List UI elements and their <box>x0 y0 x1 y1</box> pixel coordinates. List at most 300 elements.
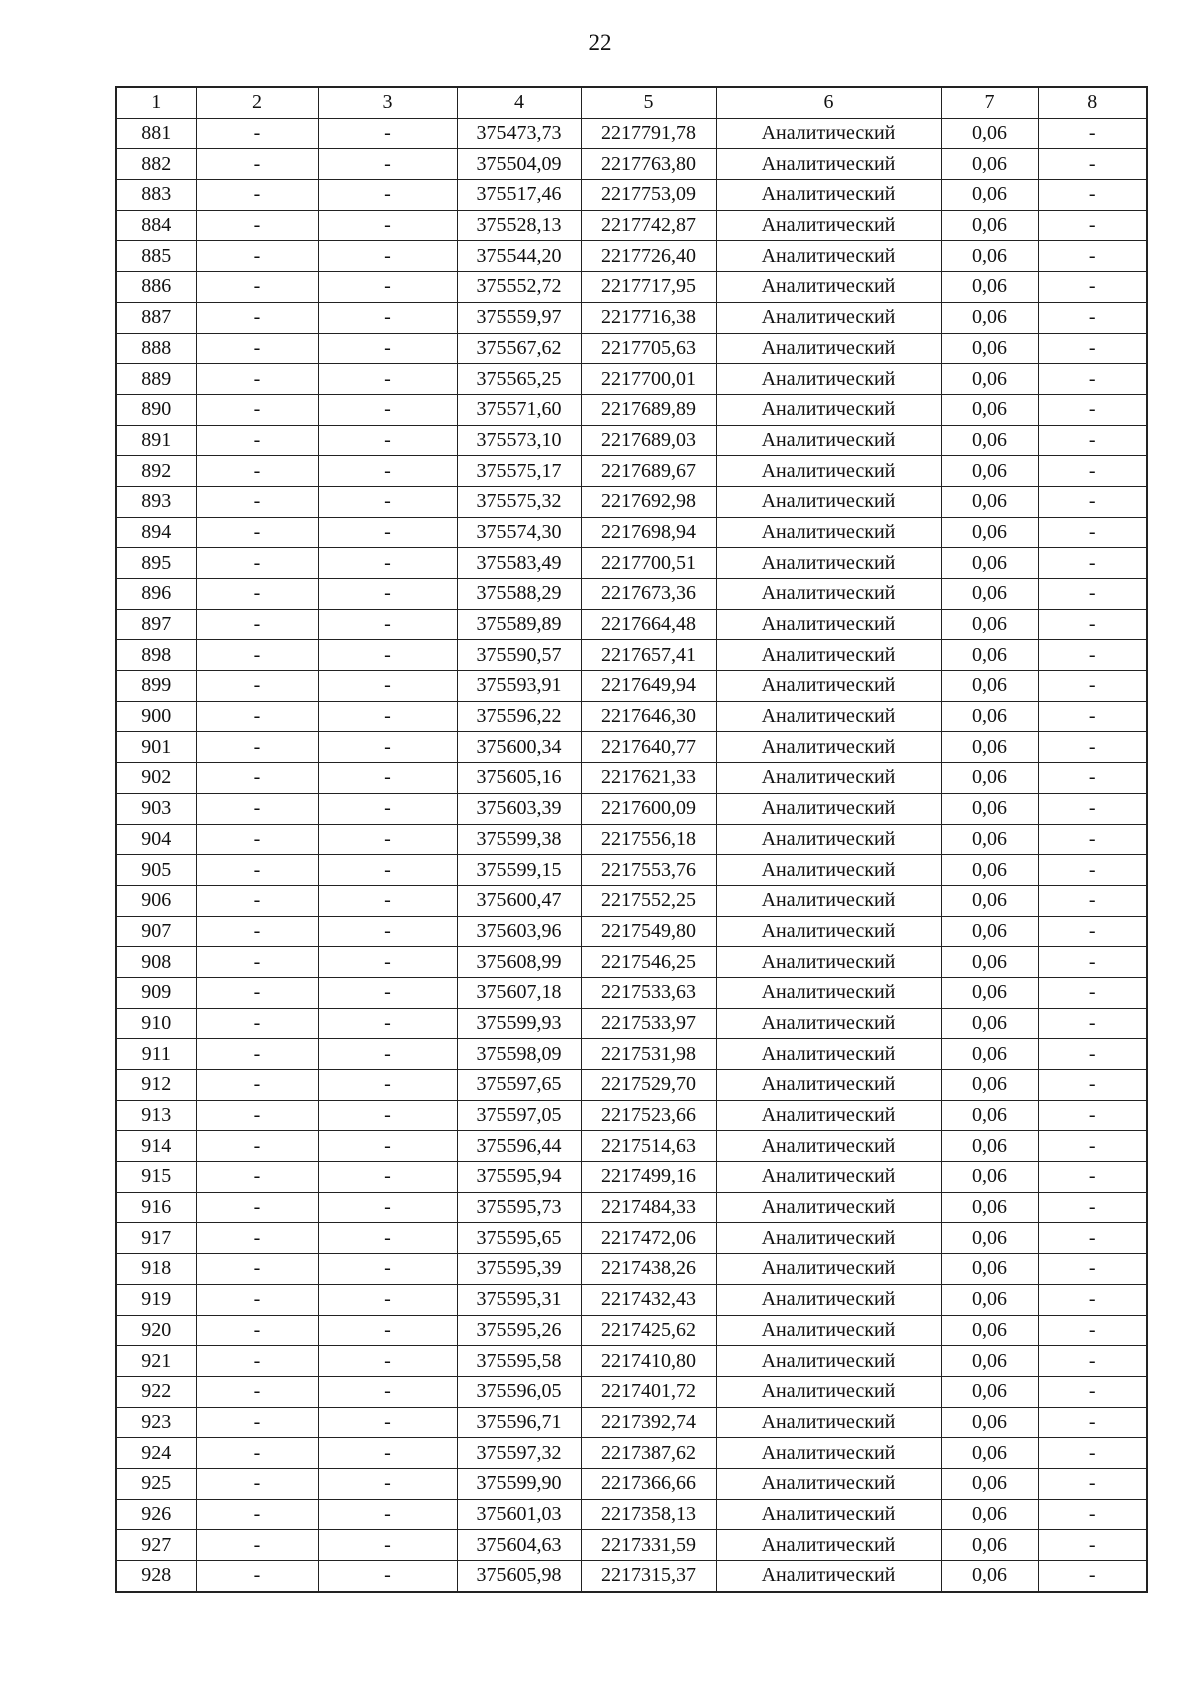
table-cell-col-2: - <box>196 456 318 487</box>
table-cell-col-2: - <box>196 1008 318 1039</box>
table-cell-col-5: 2217401,72 <box>581 1376 716 1407</box>
table-row <box>116 824 1147 855</box>
table-cell-col-5: 2217649,94 <box>581 671 716 702</box>
table-cell-col-2: - <box>196 210 318 241</box>
table-cell-col-3: - <box>318 1070 457 1101</box>
table-cell-col-6: Аналитический <box>716 1254 941 1285</box>
table-cell-col-6: Аналитический <box>716 763 941 794</box>
table-cell-col-5: 2217657,41 <box>581 640 716 671</box>
table-cell-col-8: - <box>1038 701 1147 732</box>
table-cell-col-8: - <box>1038 1407 1147 1438</box>
table-cell-col-4: 375583,49 <box>457 548 581 579</box>
table-cell-col-3: - <box>318 272 457 303</box>
table-cell-col-1: 907 <box>116 916 196 947</box>
table-cell-col-8: - <box>1038 394 1147 425</box>
table-cell-col-4: 375595,39 <box>457 1254 581 1285</box>
table-row <box>116 333 1147 364</box>
table-row <box>116 793 1147 824</box>
table-cell-col-2: - <box>196 671 318 702</box>
table-cell-col-3: - <box>318 302 457 333</box>
table-cell-col-6: Аналитический <box>716 579 941 610</box>
table-cell-col-1: 918 <box>116 1254 196 1285</box>
table-row <box>116 1315 1147 1346</box>
table-row <box>116 1070 1147 1101</box>
table-cell-col-2: - <box>196 609 318 640</box>
table-cell-col-5: 2217717,95 <box>581 272 716 303</box>
table-cell-col-5: 2217640,77 <box>581 732 716 763</box>
table-cell-col-7: 0,06 <box>941 1561 1038 1592</box>
table-row <box>116 1499 1147 1530</box>
table-cell-col-1: 924 <box>116 1438 196 1469</box>
table-cell-col-7: 0,06 <box>941 333 1038 364</box>
table-cell-col-6: Аналитический <box>716 548 941 579</box>
table-cell-col-3: - <box>318 947 457 978</box>
table-cell-col-2: - <box>196 1468 318 1499</box>
table-cell-col-4: 375600,47 <box>457 885 581 916</box>
table-cell-col-2: - <box>196 486 318 517</box>
table-cell-col-7: 0,06 <box>941 824 1038 855</box>
table-cell-col-3: - <box>318 425 457 456</box>
table-cell-col-4: 375599,15 <box>457 855 581 886</box>
table-body <box>116 118 1147 1592</box>
table-cell-col-5: 2217531,98 <box>581 1039 716 1070</box>
table-cell-col-6: Аналитический <box>716 1008 941 1039</box>
table-cell-col-4: 375595,65 <box>457 1223 581 1254</box>
table-cell-col-5: 2217689,03 <box>581 425 716 456</box>
table-cell-col-3: - <box>318 1039 457 1070</box>
table-cell-col-5: 2217438,26 <box>581 1254 716 1285</box>
table-cell-col-4: 375588,29 <box>457 579 581 610</box>
table-cell-col-2: - <box>196 1162 318 1193</box>
table-cell-col-6: Аналитический <box>716 701 941 732</box>
table-cell-col-6: Аналитический <box>716 1499 941 1530</box>
table-cell-col-2: - <box>196 1376 318 1407</box>
table-cell-col-8: - <box>1038 640 1147 671</box>
table-cell-col-3: - <box>318 364 457 395</box>
table-cell-col-7: 0,06 <box>941 1438 1038 1469</box>
table-cell-col-7: 0,06 <box>941 1100 1038 1131</box>
table-cell-col-7: 0,06 <box>941 1039 1038 1070</box>
table-cell-col-7: 0,06 <box>941 1192 1038 1223</box>
table-row <box>116 916 1147 947</box>
table-cell-col-6: Аналитический <box>716 394 941 425</box>
table-cell-col-7: 0,06 <box>941 1223 1038 1254</box>
table-cell-col-2: - <box>196 640 318 671</box>
table-row <box>116 763 1147 794</box>
table-row <box>116 1438 1147 1469</box>
table-cell-col-5: 2217726,40 <box>581 241 716 272</box>
table-cell-col-2: - <box>196 1438 318 1469</box>
table-cell-col-2: - <box>196 548 318 579</box>
table-cell-col-5: 2217716,38 <box>581 302 716 333</box>
table-cell-col-1: 909 <box>116 977 196 1008</box>
column-header-5: 5 <box>581 87 716 118</box>
table-cell-col-7: 0,06 <box>941 517 1038 548</box>
table-cell-col-2: - <box>196 1254 318 1285</box>
table-cell-col-6: Аналитический <box>716 272 941 303</box>
table-cell-col-2: - <box>196 1223 318 1254</box>
table-row <box>116 947 1147 978</box>
table-cell-col-4: 375603,39 <box>457 793 581 824</box>
table-cell-col-5: 2217600,09 <box>581 793 716 824</box>
table-cell-col-8: - <box>1038 210 1147 241</box>
table-cell-col-5: 2217392,74 <box>581 1407 716 1438</box>
table-header-row <box>116 87 1147 118</box>
table-cell-col-1: 904 <box>116 824 196 855</box>
table-cell-col-4: 375544,20 <box>457 241 581 272</box>
table-cell-col-8: - <box>1038 609 1147 640</box>
table-cell-col-1: 902 <box>116 763 196 794</box>
table-cell-col-8: - <box>1038 241 1147 272</box>
table-cell-col-7: 0,06 <box>941 1499 1038 1530</box>
table-cell-col-4: 375528,13 <box>457 210 581 241</box>
table-cell-col-7: 0,06 <box>941 609 1038 640</box>
table-cell-col-6: Аналитический <box>716 1530 941 1561</box>
table-cell-col-6: Аналитический <box>716 1376 941 1407</box>
table-cell-col-5: 2217742,87 <box>581 210 716 241</box>
table-cell-col-4: 375595,26 <box>457 1315 581 1346</box>
table-cell-col-8: - <box>1038 947 1147 978</box>
table-cell-col-8: - <box>1038 1561 1147 1592</box>
table-row <box>116 671 1147 702</box>
table-cell-col-6: Аналитический <box>716 671 941 702</box>
table-cell-col-5: 2217556,18 <box>581 824 716 855</box>
table-cell-col-7: 0,06 <box>941 1530 1038 1561</box>
table-cell-col-1: 898 <box>116 640 196 671</box>
table-cell-col-1: 911 <box>116 1039 196 1070</box>
table-cell-col-3: - <box>318 977 457 1008</box>
table-cell-col-8: - <box>1038 671 1147 702</box>
table-cell-col-3: - <box>318 548 457 579</box>
table-row <box>116 425 1147 456</box>
column-header-6: 6 <box>716 87 941 118</box>
table-cell-col-5: 2217791,78 <box>581 118 716 149</box>
table-cell-col-6: Аналитический <box>716 210 941 241</box>
table-row <box>116 1223 1147 1254</box>
table-cell-col-2: - <box>196 180 318 211</box>
table-cell-col-8: - <box>1038 456 1147 487</box>
table-cell-col-2: - <box>196 302 318 333</box>
table-cell-col-1: 890 <box>116 394 196 425</box>
table-cell-col-2: - <box>196 517 318 548</box>
table-cell-col-5: 2217432,43 <box>581 1284 716 1315</box>
table-cell-col-8: - <box>1038 1499 1147 1530</box>
table-cell-col-2: - <box>196 394 318 425</box>
table-cell-col-6: Аналитический <box>716 1315 941 1346</box>
table-cell-col-7: 0,06 <box>941 149 1038 180</box>
table-cell-col-4: 375574,30 <box>457 517 581 548</box>
table-cell-col-8: - <box>1038 1192 1147 1223</box>
table-cell-col-5: 2217410,80 <box>581 1346 716 1377</box>
column-header-1: 1 <box>116 87 196 118</box>
table-cell-col-3: - <box>318 885 457 916</box>
table-cell-col-3: - <box>318 118 457 149</box>
table-cell-col-7: 0,06 <box>941 456 1038 487</box>
table-cell-col-4: 375595,58 <box>457 1346 581 1377</box>
table-cell-col-1: 926 <box>116 1499 196 1530</box>
table-cell-col-7: 0,06 <box>941 640 1038 671</box>
table-cell-col-3: - <box>318 1499 457 1530</box>
table-cell-col-7: 0,06 <box>941 1131 1038 1162</box>
table-cell-col-1: 906 <box>116 885 196 916</box>
table-cell-col-3: - <box>318 210 457 241</box>
table-row <box>116 609 1147 640</box>
table-row <box>116 855 1147 886</box>
table-cell-col-8: - <box>1038 1008 1147 1039</box>
table-cell-col-5: 2217514,63 <box>581 1131 716 1162</box>
table-cell-col-7: 0,06 <box>941 977 1038 1008</box>
table-cell-col-4: 375567,62 <box>457 333 581 364</box>
table-cell-col-8: - <box>1038 1162 1147 1193</box>
table-cell-col-1: 922 <box>116 1376 196 1407</box>
table-cell-col-2: - <box>196 1346 318 1377</box>
table-cell-col-1: 900 <box>116 701 196 732</box>
table-cell-col-1: 927 <box>116 1530 196 1561</box>
table-cell-col-4: 375596,44 <box>457 1131 581 1162</box>
table-cell-col-2: - <box>196 793 318 824</box>
table-cell-col-6: Аналитический <box>716 425 941 456</box>
table-cell-col-4: 375608,99 <box>457 947 581 978</box>
table-cell-col-6: Аналитический <box>716 977 941 1008</box>
table-cell-col-7: 0,06 <box>941 118 1038 149</box>
table-cell-col-4: 375599,90 <box>457 1468 581 1499</box>
table-cell-col-5: 2217763,80 <box>581 149 716 180</box>
table-cell-col-4: 375598,09 <box>457 1039 581 1070</box>
table-cell-col-8: - <box>1038 548 1147 579</box>
table-cell-col-4: 375589,89 <box>457 609 581 640</box>
table-cell-col-8: - <box>1038 855 1147 886</box>
table-cell-col-2: - <box>196 916 318 947</box>
table-cell-col-6: Аналитический <box>716 1468 941 1499</box>
table-row <box>116 149 1147 180</box>
table-cell-col-5: 2217689,67 <box>581 456 716 487</box>
table-cell-col-3: - <box>318 609 457 640</box>
table-cell-col-2: - <box>196 1131 318 1162</box>
table-cell-col-5: 2217484,33 <box>581 1192 716 1223</box>
table-cell-col-1: 891 <box>116 425 196 456</box>
table-row <box>116 1131 1147 1162</box>
table-cell-col-5: 2217425,62 <box>581 1315 716 1346</box>
table-cell-col-2: - <box>196 1499 318 1530</box>
coordinates-table <box>115 86 1148 1593</box>
table-cell-col-5: 2217366,66 <box>581 1468 716 1499</box>
table-cell-col-1: 903 <box>116 793 196 824</box>
table-cell-col-5: 2217673,36 <box>581 579 716 610</box>
table-cell-col-8: - <box>1038 333 1147 364</box>
table-cell-col-7: 0,06 <box>941 885 1038 916</box>
table-cell-col-4: 375593,91 <box>457 671 581 702</box>
table-row <box>116 548 1147 579</box>
table-cell-col-8: - <box>1038 1315 1147 1346</box>
table-row <box>116 517 1147 548</box>
table-cell-col-7: 0,06 <box>941 732 1038 763</box>
table-cell-col-6: Аналитический <box>716 364 941 395</box>
table-cell-col-3: - <box>318 916 457 947</box>
table-row <box>116 640 1147 671</box>
table-cell-col-1: 881 <box>116 118 196 149</box>
table-row <box>116 180 1147 211</box>
table-cell-col-4: 375597,05 <box>457 1100 581 1131</box>
table-cell-col-3: - <box>318 671 457 702</box>
table-cell-col-4: 375596,71 <box>457 1407 581 1438</box>
table-cell-col-6: Аналитический <box>716 180 941 211</box>
table-cell-col-8: - <box>1038 732 1147 763</box>
table-cell-col-4: 375604,63 <box>457 1530 581 1561</box>
table-cell-col-6: Аналитический <box>716 824 941 855</box>
table-cell-col-2: - <box>196 333 318 364</box>
table-cell-col-5: 2217472,06 <box>581 1223 716 1254</box>
table-cell-col-8: - <box>1038 977 1147 1008</box>
table-cell-col-3: - <box>318 1530 457 1561</box>
table-cell-col-2: - <box>196 364 318 395</box>
table-cell-col-4: 375473,73 <box>457 118 581 149</box>
table-cell-col-8: - <box>1038 118 1147 149</box>
table-cell-col-5: 2217552,25 <box>581 885 716 916</box>
table-cell-col-4: 375605,98 <box>457 1561 581 1592</box>
table-cell-col-6: Аналитический <box>716 885 941 916</box>
table-cell-col-8: - <box>1038 793 1147 824</box>
table-row <box>116 394 1147 425</box>
table-cell-col-5: 2217315,37 <box>581 1561 716 1592</box>
table-cell-col-7: 0,06 <box>941 1070 1038 1101</box>
table-cell-col-8: - <box>1038 1039 1147 1070</box>
table-cell-col-5: 2217523,66 <box>581 1100 716 1131</box>
table-cell-col-8: - <box>1038 1070 1147 1101</box>
table-row <box>116 1407 1147 1438</box>
table-cell-col-5: 2217753,09 <box>581 180 716 211</box>
table-cell-col-8: - <box>1038 1284 1147 1315</box>
table-row <box>116 1162 1147 1193</box>
table-cell-col-4: 375552,72 <box>457 272 581 303</box>
table-cell-col-5: 2217553,76 <box>581 855 716 886</box>
table-cell-col-6: Аналитический <box>716 1100 941 1131</box>
table-cell-col-4: 375596,05 <box>457 1376 581 1407</box>
table-cell-col-3: - <box>318 824 457 855</box>
table-cell-col-7: 0,06 <box>941 793 1038 824</box>
table-cell-col-1: 893 <box>116 486 196 517</box>
table-cell-col-4: 375600,34 <box>457 732 581 763</box>
table-cell-col-3: - <box>318 1192 457 1223</box>
table-cell-col-1: 888 <box>116 333 196 364</box>
table-cell-col-2: - <box>196 977 318 1008</box>
table-cell-col-1: 894 <box>116 517 196 548</box>
table-cell-col-2: - <box>196 1192 318 1223</box>
column-header-8: 8 <box>1038 87 1147 118</box>
table-row <box>116 1100 1147 1131</box>
table-row <box>116 486 1147 517</box>
table-cell-col-5: 2217700,51 <box>581 548 716 579</box>
table-cell-col-7: 0,06 <box>941 947 1038 978</box>
table-row <box>116 241 1147 272</box>
table-row <box>116 364 1147 395</box>
table-cell-col-7: 0,06 <box>941 241 1038 272</box>
table-cell-col-6: Аналитический <box>716 1407 941 1438</box>
table-cell-col-2: - <box>196 763 318 794</box>
table-cell-col-2: - <box>196 947 318 978</box>
table-cell-col-5: 2217358,13 <box>581 1499 716 1530</box>
table-cell-col-4: 375559,97 <box>457 302 581 333</box>
table-cell-col-2: - <box>196 149 318 180</box>
table-cell-col-1: 923 <box>116 1407 196 1438</box>
table-cell-col-4: 375575,17 <box>457 456 581 487</box>
table-cell-col-7: 0,06 <box>941 1315 1038 1346</box>
table-cell-col-1: 908 <box>116 947 196 978</box>
table-row <box>116 977 1147 1008</box>
table-row <box>116 885 1147 916</box>
table-cell-col-7: 0,06 <box>941 763 1038 794</box>
table-cell-col-1: 901 <box>116 732 196 763</box>
table-cell-col-6: Аналитический <box>716 609 941 640</box>
table-cell-col-7: 0,06 <box>941 180 1038 211</box>
table-cell-col-8: - <box>1038 425 1147 456</box>
table-cell-col-5: 2217689,89 <box>581 394 716 425</box>
table-cell-col-6: Аналитический <box>716 1561 941 1592</box>
table-row <box>116 1192 1147 1223</box>
table-cell-col-6: Аналитический <box>716 732 941 763</box>
table-cell-col-3: - <box>318 640 457 671</box>
table-cell-col-1: 925 <box>116 1468 196 1499</box>
table-cell-col-3: - <box>318 732 457 763</box>
table-cell-col-3: - <box>318 763 457 794</box>
table-row <box>116 456 1147 487</box>
table-row <box>116 732 1147 763</box>
table-cell-col-5: 2217646,30 <box>581 701 716 732</box>
table-cell-col-1: 912 <box>116 1070 196 1101</box>
table-cell-col-1: 917 <box>116 1223 196 1254</box>
table-cell-col-1: 892 <box>116 456 196 487</box>
table-cell-col-3: - <box>318 394 457 425</box>
table-cell-col-1: 882 <box>116 149 196 180</box>
table-row <box>116 1530 1147 1561</box>
table-cell-col-8: - <box>1038 149 1147 180</box>
table-cell-col-2: - <box>196 579 318 610</box>
table-cell-col-2: - <box>196 272 318 303</box>
table-cell-col-8: - <box>1038 885 1147 916</box>
table-cell-col-7: 0,06 <box>941 1162 1038 1193</box>
table-cell-col-3: - <box>318 1376 457 1407</box>
table-cell-col-1: 915 <box>116 1162 196 1193</box>
column-header-4: 4 <box>457 87 581 118</box>
table-cell-col-1: 887 <box>116 302 196 333</box>
table-cell-col-6: Аналитический <box>716 1346 941 1377</box>
table-cell-col-1: 928 <box>116 1561 196 1592</box>
table-cell-col-6: Аналитический <box>716 1284 941 1315</box>
table-cell-col-2: - <box>196 1039 318 1070</box>
table-cell-col-4: 375590,57 <box>457 640 581 671</box>
table-cell-col-5: 2217664,48 <box>581 609 716 640</box>
table-row <box>116 1561 1147 1592</box>
table-cell-col-6: Аналитический <box>716 149 941 180</box>
table-cell-col-2: - <box>196 732 318 763</box>
table-cell-col-2: - <box>196 1407 318 1438</box>
table-cell-col-3: - <box>318 1223 457 1254</box>
table-cell-col-7: 0,06 <box>941 579 1038 610</box>
table-cell-col-4: 375599,93 <box>457 1008 581 1039</box>
table-cell-col-1: 910 <box>116 1008 196 1039</box>
column-header-7: 7 <box>941 87 1038 118</box>
table-row <box>116 1008 1147 1039</box>
table-cell-col-8: - <box>1038 1376 1147 1407</box>
table-cell-col-5: 2217533,97 <box>581 1008 716 1039</box>
table-cell-col-2: - <box>196 425 318 456</box>
table-cell-col-5: 2217499,16 <box>581 1162 716 1193</box>
table-row <box>116 579 1147 610</box>
table-cell-col-3: - <box>318 1346 457 1377</box>
table-cell-col-5: 2217621,33 <box>581 763 716 794</box>
table-cell-col-6: Аналитический <box>716 855 941 886</box>
table-row <box>116 1254 1147 1285</box>
table-cell-col-1: 896 <box>116 579 196 610</box>
